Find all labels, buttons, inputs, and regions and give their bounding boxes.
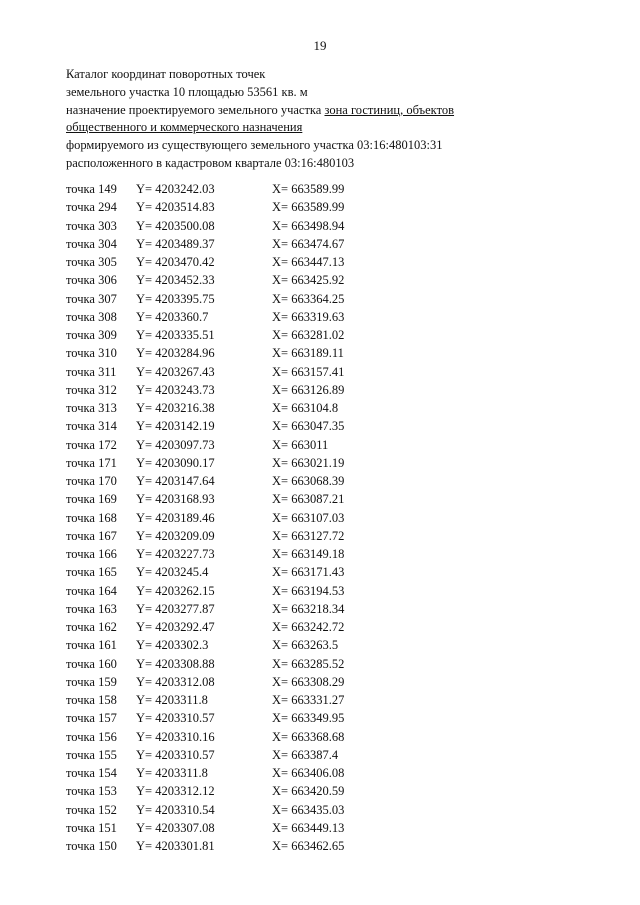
y-coordinate: Y= 4203312.08 xyxy=(136,674,215,689)
x-coordinate: X= 663447.13 xyxy=(272,255,345,269)
y-coordinate: Y= 4203307.08 xyxy=(136,820,215,835)
x-coordinate: X= 663087.21 xyxy=(272,492,345,507)
y-coordinate: Y= 4203310.54 xyxy=(136,802,215,817)
y-coordinate: Y= 4203311.8 xyxy=(136,693,208,707)
x-coordinate: X= 663368.68 xyxy=(272,729,345,744)
y-coordinate: Y= 4203267.43 xyxy=(136,364,215,379)
y-coordinate: Y= 4203227.73 xyxy=(136,547,215,561)
point-label: точка 313 xyxy=(66,401,117,415)
y-coordinate: Y= 4203310.57 xyxy=(136,711,215,726)
point-label: точка 170 xyxy=(66,474,117,488)
coordinate-row xyxy=(66,472,586,490)
coordinate-row xyxy=(66,217,586,235)
x-coordinate: X= 663364.25 xyxy=(272,291,345,306)
point-label: точка 306 xyxy=(66,273,117,288)
header-purpose-zone-cont: общественного и коммерческого назначения xyxy=(66,120,303,135)
coordinate-row xyxy=(66,308,586,326)
x-coordinate: X= 663011 xyxy=(272,437,329,452)
point-label: точка 166 xyxy=(66,547,117,561)
point-label: точка 307 xyxy=(66,291,117,306)
coordinate-row xyxy=(66,728,586,746)
y-coordinate: Y= 4203452.33 xyxy=(136,273,215,288)
x-coordinate: X= 663420.59 xyxy=(272,784,345,799)
point-label: точка 162 xyxy=(66,620,117,634)
point-label: точка 305 xyxy=(66,255,117,269)
point-label: точка 165 xyxy=(66,565,117,580)
x-coordinate: X= 663285.52 xyxy=(272,656,345,671)
y-coordinate: Y= 4203311.8 xyxy=(136,766,208,780)
y-coordinate: Y= 4203189.46 xyxy=(136,510,215,525)
y-coordinate: Y= 4203277.87 xyxy=(136,601,215,616)
header-line-source-parcel: формируемого из существующего земельного участка 03:16:480103:31 xyxy=(66,138,443,153)
point-label: точка 311 xyxy=(66,364,117,379)
coordinate-row xyxy=(66,436,586,454)
coordinate-row xyxy=(66,545,586,563)
x-coordinate: X= 663149.18 xyxy=(272,547,345,561)
point-label: точка 312 xyxy=(66,382,117,397)
coordinate-row xyxy=(66,837,586,855)
y-coordinate: Y= 4203302.3 xyxy=(136,638,209,653)
catalog-header xyxy=(66,66,586,173)
point-label: точка 155 xyxy=(66,747,117,762)
y-coordinate: Y= 4203395.75 xyxy=(136,291,215,306)
point-label: точка 168 xyxy=(66,510,117,525)
point-label: точка 151 xyxy=(66,820,117,835)
coordinate-row xyxy=(66,399,586,417)
coordinate-row xyxy=(66,819,586,837)
header-line-cadastral-quarter: расположенного в кадастровом квартале 03:16:480103 xyxy=(66,155,355,170)
point-label: точка 308 xyxy=(66,309,117,324)
coordinate-row xyxy=(66,636,586,654)
coordinate-row xyxy=(66,764,586,782)
header-line-title: Каталог координат поворотных точек xyxy=(66,67,266,81)
header-line-purpose xyxy=(66,102,586,120)
point-label: точка 169 xyxy=(66,492,117,507)
point-label: точка 154 xyxy=(66,766,117,780)
y-coordinate: Y= 4203310.57 xyxy=(136,747,215,762)
point-label: точка 303 xyxy=(66,218,117,233)
y-coordinate: Y= 4203284.96 xyxy=(136,346,215,361)
point-label: точка 172 xyxy=(66,437,117,452)
point-label: точка 160 xyxy=(66,656,117,671)
x-coordinate: X= 663194.53 xyxy=(272,583,345,598)
coordinate-row xyxy=(66,691,586,709)
x-coordinate: X= 663308.29 xyxy=(272,674,345,689)
x-coordinate: X= 663435.03 xyxy=(272,802,345,817)
y-coordinate: Y= 4203168.93 xyxy=(136,492,215,507)
x-coordinate: X= 663189.11 xyxy=(272,346,344,361)
x-coordinate: X= 663104.8 xyxy=(272,401,339,415)
coordinate-row xyxy=(66,746,586,764)
coordinate-row xyxy=(66,271,586,289)
x-coordinate: X= 663387.4 xyxy=(272,747,339,762)
coordinate-row xyxy=(66,582,586,600)
coordinate-row xyxy=(66,290,586,308)
coordinate-row xyxy=(66,180,586,198)
y-coordinate: Y= 4203216.38 xyxy=(136,401,215,415)
coordinate-row xyxy=(66,563,586,581)
x-coordinate: X= 663349.95 xyxy=(272,711,345,726)
point-label: точка 310 xyxy=(66,346,117,361)
coordinate-row xyxy=(66,490,586,508)
x-coordinate: X= 663127.72 xyxy=(272,528,345,543)
y-coordinate: Y= 4203470.42 xyxy=(136,255,215,269)
coordinate-row xyxy=(66,709,586,727)
point-label: точка 304 xyxy=(66,236,117,251)
x-coordinate: X= 663068.39 xyxy=(272,474,345,488)
coordinate-row xyxy=(66,363,586,381)
coordinate-row xyxy=(66,235,586,253)
header-purpose-prefix: назначение проектируемого земельного участка xyxy=(66,102,325,117)
x-coordinate: X= 663242.72 xyxy=(272,620,345,634)
x-coordinate: X= 663157.41 xyxy=(272,364,345,379)
x-coordinate: X= 663281.02 xyxy=(272,328,345,342)
point-label: точка 171 xyxy=(66,455,117,470)
y-coordinate: Y= 4203147.64 xyxy=(136,474,215,488)
coordinate-row xyxy=(66,253,586,271)
x-coordinate: X= 663331.27 xyxy=(272,693,345,707)
coordinate-row xyxy=(66,198,586,216)
coordinate-row xyxy=(66,600,586,618)
x-coordinate: X= 663171.43 xyxy=(272,565,345,580)
page-number: 19 xyxy=(313,38,327,53)
x-coordinate: X= 663406.08 xyxy=(272,766,345,780)
y-coordinate: Y= 4203209.09 xyxy=(136,528,215,543)
y-coordinate: Y= 4203360.7 xyxy=(136,309,209,324)
y-coordinate: Y= 4203335.51 xyxy=(136,328,215,342)
y-coordinate: Y= 4203097.73 xyxy=(136,437,215,452)
x-coordinate: X= 663425.92 xyxy=(272,273,345,288)
coordinate-row xyxy=(66,782,586,800)
point-label: точка 157 xyxy=(66,711,117,726)
x-coordinate: X= 663107.03 xyxy=(272,510,345,525)
coordinate-row xyxy=(66,618,586,636)
coordinate-row xyxy=(66,326,586,344)
coordinate-list xyxy=(66,180,586,855)
point-label: точка 164 xyxy=(66,583,117,598)
coordinate-row xyxy=(66,801,586,819)
y-coordinate: Y= 4203308.88 xyxy=(136,656,215,671)
point-label: точка 159 xyxy=(66,674,117,689)
y-coordinate: Y= 4203514.83 xyxy=(136,200,215,215)
point-label: точка 152 xyxy=(66,802,117,817)
point-label: точка 309 xyxy=(66,328,117,342)
header-purpose-zone: зона гостиниц, объектов xyxy=(324,102,455,117)
point-label: точка 153 xyxy=(66,784,117,799)
point-label: точка 150 xyxy=(66,839,117,853)
x-coordinate: X= 663449.13 xyxy=(272,820,345,835)
y-coordinate: Y= 4203312.12 xyxy=(136,784,215,799)
x-coordinate: X= 663589.99 xyxy=(272,200,345,215)
y-coordinate: Y= 4203090.17 xyxy=(136,455,215,470)
coordinate-row xyxy=(66,673,586,691)
coordinate-row xyxy=(66,454,586,472)
coordinate-row xyxy=(66,344,586,362)
x-coordinate: X= 663498.94 xyxy=(272,218,345,233)
x-coordinate: X= 663263.5 xyxy=(272,638,339,653)
point-label: точка 156 xyxy=(66,729,117,744)
y-coordinate: Y= 4203301.81 xyxy=(136,839,215,853)
x-coordinate: X= 663126.89 xyxy=(272,382,345,397)
point-label: точка 167 xyxy=(66,528,117,543)
coordinate-row xyxy=(66,417,586,435)
y-coordinate: Y= 4203243.73 xyxy=(136,382,215,397)
x-coordinate: X= 663047.35 xyxy=(272,419,345,434)
y-coordinate: Y= 4203142.19 xyxy=(136,419,215,434)
x-coordinate: X= 663218.34 xyxy=(272,601,345,616)
point-label: точка 158 xyxy=(66,693,117,707)
header-line-area: земельного участка 10 площадью 53561 кв. м xyxy=(66,84,308,99)
y-coordinate: Y= 4203292.47 xyxy=(136,620,215,634)
coordinate-row xyxy=(66,381,586,399)
y-coordinate: Y= 4203500.08 xyxy=(136,218,215,233)
y-coordinate: Y= 4203310.16 xyxy=(136,729,215,744)
point-label: точка 294 xyxy=(66,200,117,215)
y-coordinate: Y= 4203262.15 xyxy=(136,583,215,598)
coordinate-row xyxy=(66,527,586,545)
y-coordinate: Y= 4203489.37 xyxy=(136,236,215,251)
y-coordinate: Y= 4203242.03 xyxy=(136,182,215,196)
coordinate-row xyxy=(66,655,586,673)
y-coordinate: Y= 4203245.4 xyxy=(136,565,209,580)
coordinate-row xyxy=(66,509,586,527)
point-label: точка 163 xyxy=(66,601,117,616)
x-coordinate: X= 663589.99 xyxy=(272,182,345,196)
x-coordinate: X= 663474.67 xyxy=(272,236,345,251)
x-coordinate: X= 663462.65 xyxy=(272,839,345,853)
x-coordinate: X= 663319.63 xyxy=(272,309,345,324)
header-line-purpose-cont xyxy=(66,119,586,137)
point-label: точка 314 xyxy=(66,419,117,434)
point-label: точка 149 xyxy=(66,182,117,196)
x-coordinate: X= 663021.19 xyxy=(272,455,345,470)
point-label: точка 161 xyxy=(66,638,117,653)
